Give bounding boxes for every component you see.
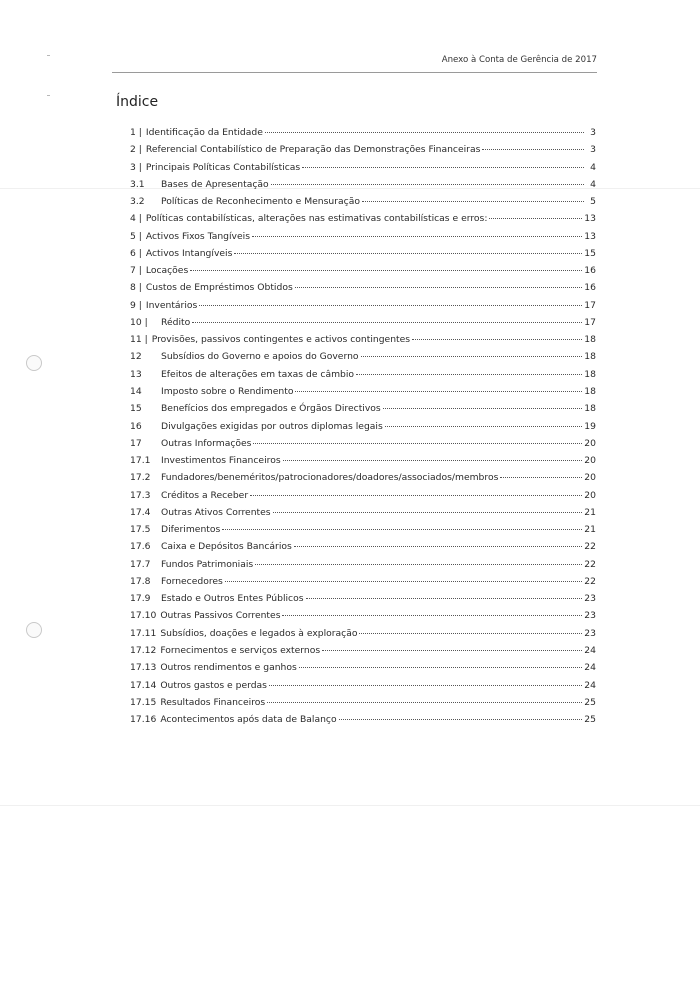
toc-entry-number: 17.9 [130, 593, 151, 605]
toc-entry-title: Outras Ativos Correntes [161, 506, 271, 518]
toc-entry[interactable] [130, 711, 596, 728]
dot-leader [489, 217, 582, 219]
dot-leader [222, 528, 582, 530]
scan-speck [47, 95, 50, 96]
toc-entry[interactable] [130, 556, 596, 573]
dot-leader [482, 148, 584, 150]
toc-entry-number: 17.4 [130, 506, 151, 518]
toc-entry-page: 22 [584, 558, 596, 570]
toc-entry-number: 15 [130, 403, 142, 415]
dot-leader [362, 200, 584, 202]
toc-entry-page: 21 [584, 506, 596, 518]
toc-entry-number: 3.2 [130, 196, 145, 208]
dot-leader [253, 442, 582, 444]
table-of-contents [130, 124, 596, 728]
dot-leader [199, 304, 582, 306]
toc-entry-page: 18 [584, 403, 596, 415]
toc-entry-page: 22 [584, 575, 596, 587]
toc-entry-page: 3 [590, 127, 596, 138]
toc-entry-title: Subsídios, doações e legados à exploração [160, 627, 358, 639]
toc-entry[interactable] [130, 504, 596, 521]
toc-entry-title: Outras Passivos Correntes [160, 610, 281, 622]
dot-leader [356, 373, 582, 375]
toc-entry-number: 17.2 [130, 472, 151, 484]
toc-entry-page: 24 [584, 679, 596, 691]
toc-entry[interactable] [130, 245, 596, 262]
header-rule [112, 72, 597, 73]
toc-entry-title: Identificação da Entidade [145, 127, 263, 138]
toc-entry-page: 15 [584, 247, 596, 259]
toc-entry[interactable] [130, 210, 596, 227]
toc-entry-title: Subsídios do Governo e apoios do Governo [161, 351, 359, 363]
dot-leader [192, 321, 582, 323]
toc-entry[interactable] [130, 590, 596, 607]
toc-entry[interactable] [130, 279, 596, 296]
toc-entry-title: Divulgações exigidas por outros diplomas legais [161, 420, 383, 432]
toc-entry[interactable] [130, 538, 596, 555]
toc-entry-number: 17.5 [130, 524, 151, 536]
toc-entry-page: 25 [584, 696, 596, 708]
toc-entry[interactable] [130, 297, 596, 314]
dot-leader [234, 252, 582, 254]
toc-entry-page: 17 [584, 316, 596, 328]
dot-leader [265, 131, 584, 133]
toc-entry[interactable] [130, 124, 596, 141]
toc-entry-title: Imposto sobre o Rendimento [161, 385, 294, 397]
toc-entry[interactable] [130, 607, 596, 624]
dot-leader [383, 407, 583, 409]
toc-entry-title: Locações [145, 265, 189, 277]
dot-leader [299, 666, 583, 668]
toc-entry[interactable] [130, 331, 596, 348]
toc-entry[interactable] [130, 262, 596, 279]
dot-leader [306, 597, 583, 599]
toc-entry-number: 17.7 [130, 558, 151, 570]
toc-entry[interactable] [130, 228, 596, 245]
toc-entry-page: 23 [584, 610, 596, 622]
toc-entry-number: 17.14 [130, 679, 157, 691]
toc-entry[interactable] [130, 141, 596, 158]
toc-entry-title: Investimentos Financeiros [161, 455, 281, 467]
toc-entry-number: 11 | [130, 334, 148, 346]
toc-entry-page: 18 [584, 368, 596, 380]
dot-leader [295, 390, 582, 392]
toc-entry-page: 17 [584, 299, 596, 311]
toc-entry-number: 17.3 [130, 489, 151, 501]
dot-leader [269, 684, 582, 686]
toc-entry[interactable] [130, 366, 596, 383]
toc-entry-page: 18 [584, 351, 596, 363]
dot-leader [322, 649, 582, 651]
toc-entry[interactable] [130, 625, 596, 642]
dot-leader [271, 183, 584, 185]
toc-entry[interactable] [130, 452, 596, 469]
toc-entry[interactable] [130, 348, 596, 365]
toc-entry[interactable] [130, 418, 596, 435]
toc-entry-page: 16 [584, 265, 596, 277]
toc-entry-number: 17.6 [130, 541, 151, 553]
toc-entry-number: 17.1 [130, 455, 151, 467]
toc-entry-number: 16 [130, 420, 142, 432]
dot-leader [282, 614, 582, 616]
toc-entry-title: Activos Intangíveis [145, 247, 233, 259]
toc-entry-title: Estado e Outros Entes Públicos [161, 593, 304, 605]
toc-entry-page: 21 [584, 524, 596, 536]
dot-leader [267, 701, 582, 703]
toc-entry[interactable] [130, 383, 596, 400]
scan-artifact-line [0, 805, 700, 806]
dot-leader [225, 580, 582, 582]
toc-entry[interactable] [130, 694, 596, 711]
toc-entry-page: 23 [584, 627, 596, 639]
dot-leader [190, 269, 582, 271]
toc-entry[interactable] [130, 176, 596, 193]
toc-entry-title: Bases de Apresentação [161, 178, 269, 190]
toc-entry-page: 3 [590, 144, 596, 156]
toc-entry[interactable] [130, 659, 596, 676]
toc-entry-title: Activos Fixos Tangíveis [145, 230, 250, 242]
toc-entry-number: 17.16 [130, 714, 157, 726]
toc-entry-number: 5 | [130, 230, 142, 242]
toc-entry[interactable] [130, 400, 596, 417]
toc-entry-title: Créditos a Receber [161, 489, 249, 501]
toc-entry-page: 18 [584, 385, 596, 397]
toc-entry-title: Políticas contabilísticas, alterações nas estimativas contabilísticas e erros: [145, 213, 488, 225]
toc-entry-page: 20 [584, 489, 596, 501]
toc-entry-number: 13 [130, 368, 142, 380]
running-header: Anexo à Conta de Gerência de 2017 [441, 55, 597, 65]
toc-entry-title: Custos de Empréstimos Obtidos [145, 282, 293, 294]
toc-entry-number: 14 [130, 385, 142, 397]
dot-leader [359, 632, 582, 634]
toc-entry-title: Fornecedores [161, 575, 223, 587]
toc-entry[interactable] [130, 677, 596, 694]
dot-leader [283, 459, 583, 461]
toc-entry-number: 9 | [130, 299, 142, 311]
toc-entry-number: 10 | [130, 316, 148, 328]
punch-hole [26, 355, 42, 371]
toc-entry-title: Políticas de Reconhecimento e Mensuração [161, 196, 360, 208]
toc-entry-number: 3.1 [130, 178, 145, 190]
toc-entry-page: 13 [584, 213, 596, 225]
toc-entry-title: Provisões, passivos contingentes e activos contingentes [151, 334, 411, 346]
toc-entry-title: Efeitos de alterações em taxas de câmbio [161, 368, 355, 380]
toc-entry-page: 4 [590, 178, 596, 190]
page-title: Índice [116, 94, 159, 110]
toc-entry-number: 6 | [130, 247, 142, 259]
toc-entry-page: 18 [584, 334, 596, 346]
toc-entry[interactable] [130, 314, 596, 331]
toc-entry-number: 1 | [130, 127, 142, 138]
toc-entry-page: 23 [584, 593, 596, 605]
toc-entry-title: Diferimentos [161, 524, 221, 536]
toc-entry-number: 17.8 [130, 575, 151, 587]
toc-entry-title: Referencial Contabilístico de Preparação das Demonstrações Financeiras [145, 144, 481, 156]
toc-entry-page: 20 [584, 455, 596, 467]
toc-entry-page: 16 [584, 282, 596, 294]
toc-entry-number: 4 | [130, 213, 142, 225]
toc-entry-title: Outros rendimentos e ganhos [160, 662, 297, 674]
dot-leader [500, 476, 582, 478]
dot-leader [412, 338, 582, 340]
toc-entry-page: 24 [584, 662, 596, 674]
dot-leader [255, 563, 582, 565]
toc-entry-title: Benefícios dos empregados e Órgãos Directivos [161, 403, 381, 415]
toc-entry-title: Outras Informações [161, 437, 252, 449]
dot-leader [339, 718, 583, 720]
toc-entry-title: Fundadores/beneméritos/patrocionadores/doadores/associados/membros [161, 472, 499, 484]
toc-entry-title: Caixa e Depósitos Bancários [161, 541, 292, 553]
toc-entry-page: 5 [590, 196, 596, 208]
toc-entry[interactable] [130, 435, 596, 452]
toc-entry-page: 24 [584, 644, 596, 656]
toc-entry-title: Inventários [145, 299, 198, 311]
toc-entry-number: 8 | [130, 282, 142, 294]
toc-entry[interactable] [130, 642, 596, 659]
toc-entry-page: 13 [584, 230, 596, 242]
toc-entry-title: Fundos Patrimoniais [161, 558, 254, 570]
toc-entry-page: 4 [590, 161, 596, 173]
dot-leader [295, 286, 583, 288]
scan-speck [47, 55, 50, 56]
toc-entry-number: 7 | [130, 265, 142, 277]
toc-entry[interactable] [130, 193, 596, 210]
dot-leader [385, 425, 583, 427]
toc-entry-number: 17.15 [130, 696, 157, 708]
toc-entry-title: Resultados Financeiros [160, 696, 266, 708]
dot-leader [361, 355, 583, 357]
toc-entry-page: 20 [584, 437, 596, 449]
dot-leader [250, 494, 582, 496]
toc-entry[interactable] [130, 159, 596, 176]
dot-leader [302, 166, 584, 168]
toc-entry-number: 17.11 [130, 627, 157, 639]
toc-entry[interactable] [130, 469, 596, 486]
toc-entry-page: 25 [584, 714, 596, 726]
toc-entry-title: Acontecimentos após data de Balanço [160, 714, 337, 726]
toc-entry-title: Fornecimentos e serviços externos [160, 644, 321, 656]
toc-entry[interactable] [130, 487, 596, 504]
dot-leader [294, 545, 583, 547]
toc-entry-page: 20 [584, 472, 596, 484]
toc-entry-number: 12 [130, 351, 142, 363]
toc-entry-page: 22 [584, 541, 596, 553]
toc-entry-number: 17.12 [130, 644, 157, 656]
toc-entry-title: Outros gastos e perdas [160, 679, 267, 691]
toc-entry-number: 17.13 [130, 662, 157, 674]
toc-entry-number: 2 | [130, 144, 142, 156]
toc-entry[interactable] [130, 573, 596, 590]
toc-entry-number: 3 | [130, 161, 142, 173]
punch-hole [26, 622, 42, 638]
toc-entry-page: 19 [584, 420, 596, 432]
toc-entry-number: 17 [130, 437, 142, 449]
toc-entry-number: 17.10 [130, 610, 157, 622]
dot-leader [273, 511, 583, 513]
dot-leader [252, 235, 582, 237]
toc-entry-title: Principais Políticas Contabilísticas [145, 161, 301, 173]
toc-entry[interactable] [130, 521, 596, 538]
toc-entry-title: Rédito [161, 316, 191, 328]
